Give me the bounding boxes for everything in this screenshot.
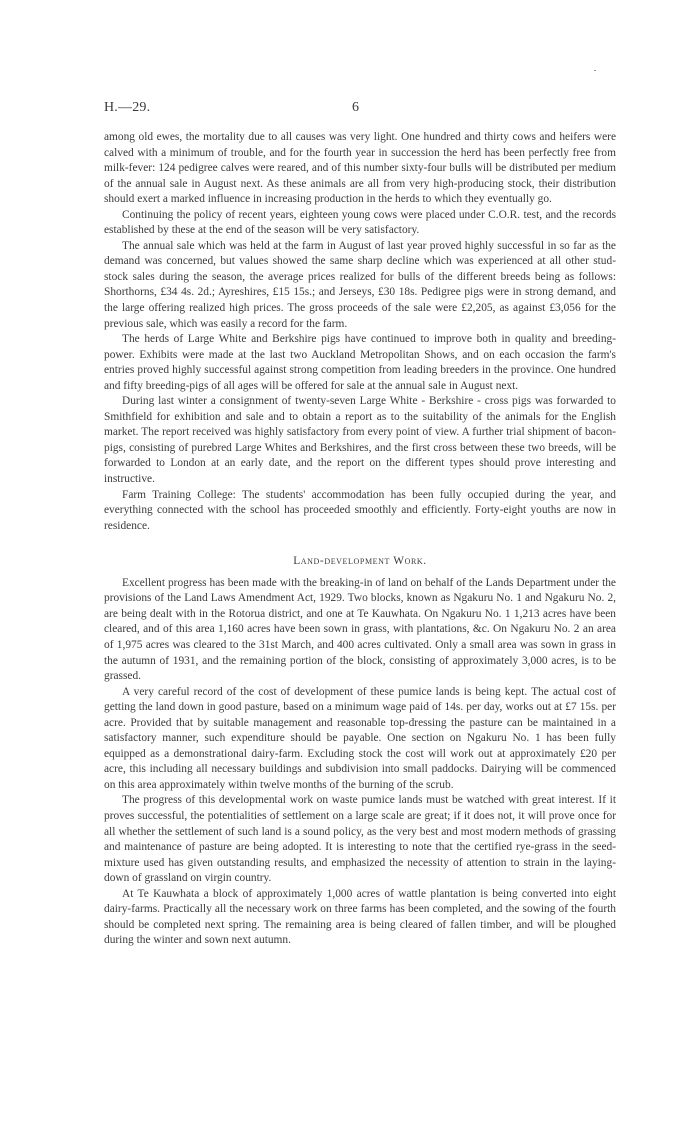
section-heading: Land-development Work.	[293, 555, 427, 568]
paragraph-te-kauwhata: At Te Kauwhata a block of approximately 1,000 acres of wattle plantation is being converted into eight dairy-farms. Practically all the necessary work on three farms has been completed, and the sowing of the fourth should be completed next spring. The remaining area is being cleared of fallen timber, and will be ploughed during the winter and sown next autumn.	[104, 887, 616, 947]
paragraph-pig-herds: The herds of Large White and Berkshire pigs have continued to improve both in quality and breeding-power. Exhibits were made at the last two Auckland Metropolitan Shows, and on each occasion the farm's entries proved highly successful against strong competition from leading breeders in the province. One hundred and fifty breeding-pigs of all ages will be offered for sale at the annual sale in August next.	[104, 333, 616, 392]
paragraph-pumice-progress: The progress of this developmental work on waste pumice lands must be watched with great interest. If it proves successful, the potentialities of settlement on a large scale are great; if it does not, it will prove once for all whether the settlement of such land is a sound policy, as the very best and most modern methods of grassing and maintenance of pasture are being adopted. It is interesting to note that the certified rye-grass in the seed-mixture used has given outstanding results, and emphasized the necessity of attention to strain in the laying-down of grassland on virgin country.	[104, 794, 616, 885]
paragraph-cost-record: A very careful record of the cost of development of these pumice lands is being kept. The actual cost of getting the land down in good pasture, based on a minimum wage paid of 14s. per day, works out at £7 15s. per acre. Provided that by suitable management and reasonable top-dressing the pasture can be maintained in a satisfactory manner, such expenditure should be payable. One section on Ngakuru No. 1 has been fully equipped as a demonstrational dairy-farm. Excluding stock the cost will work out at approximately £20 per acre, this including all necessary buildings and subdivision into small paddocks. Dairying will be commenced on this area approximately within twelve months of the burning of the scrub.	[104, 685, 616, 791]
paragraph-land-progress: Excellent progress has been made with the breaking-in of land on behalf of the Lands Department under the provisions of the Land Laws Amendment Act, 1929. Two blocks, known as Ngakuru No. 1 and Ngakuru No. 2, are being dealt with in the Rotorua district, and one at Te Kauwhata. On Ngakuru No. 1 1,213 acres have been cleared, and of this area 1,160 acres have been sown in grass, with plantations, &c. On Ngakuru No. 2 an area of 1,975 acres was cleared to the 31st March, and 400 acres cultivated. Only a small area was sown in grass in the autumn of 1931, and the remaining portion of the block, consisting of approximately 3,000 acres, is to be grassed.	[104, 576, 616, 683]
page-header	[104, 100, 624, 116]
paragraph-continued: among old ewes, the mortality due to all causes was very light. One hundred and thirty cows and heifers were calved with a minimum of trouble, and for the fourth year in succession the herd has been perfectly free from milk-fever: 124 pedigree calves were reared, and of this number sixty-four bulls will be distributed per medium of the annual sale in August next. As these animals are all from very high-producing stock, their distribution should exert a marked influence in increasing production in the herds to which they eventually go.	[104, 131, 616, 206]
paragraph-smithfield-consignment: During last winter a consignment of twenty-seven Large White - Berkshire - cross pigs was forwarded to Smithfield for exhibition and sale and to obtain a report as to the suitability of the animals for the English market. The report received was highly satisfactory from every point of view. A further trial shipment of bacon-pigs, consisting of purebred Large Whites and Berkshires, and the first cross between these two breeds, will be forwarded to London at an early date, and the report on the different types should prove interesting and instructive.	[104, 395, 616, 486]
page-number: 6	[352, 100, 360, 115]
paragraph-annual-sale: The annual sale which was held at the farm in August of last year proved highly successful in so far as the demand was concerned, but values showed the same sharp decline which was experienced at all other stud-stock sales during the season, the average prices realized for bulls of the different breeds being as follows: Shorthorns, £34 4s. 2d.; Ayreshires, £15 15s.; and Jerseys, £30 18s. Pedigree pigs were in strong demand, and the large offering realized high prices. The gross proceeds of the sale were £2,205, as against £3,056 for the previous sale, which was easily a record for the farm.	[104, 239, 616, 330]
document-reference: H.—29.	[104, 100, 151, 115]
scan-mark	[594, 70, 596, 71]
paragraph-farm-training-college: Farm Training College: The students' accommodation has been fully occupied during the year, and everything connected with the school has proceeded smoothly and efficiently. Forty-eight youths are now in residence.	[104, 488, 616, 532]
paragraph-cor-test: Continuing the policy of recent years, eighteen young cows were placed under C.O.R. test, and the records established by these at the end of the season will be very satisfactory.	[104, 208, 616, 237]
page-body	[104, 130, 616, 949]
